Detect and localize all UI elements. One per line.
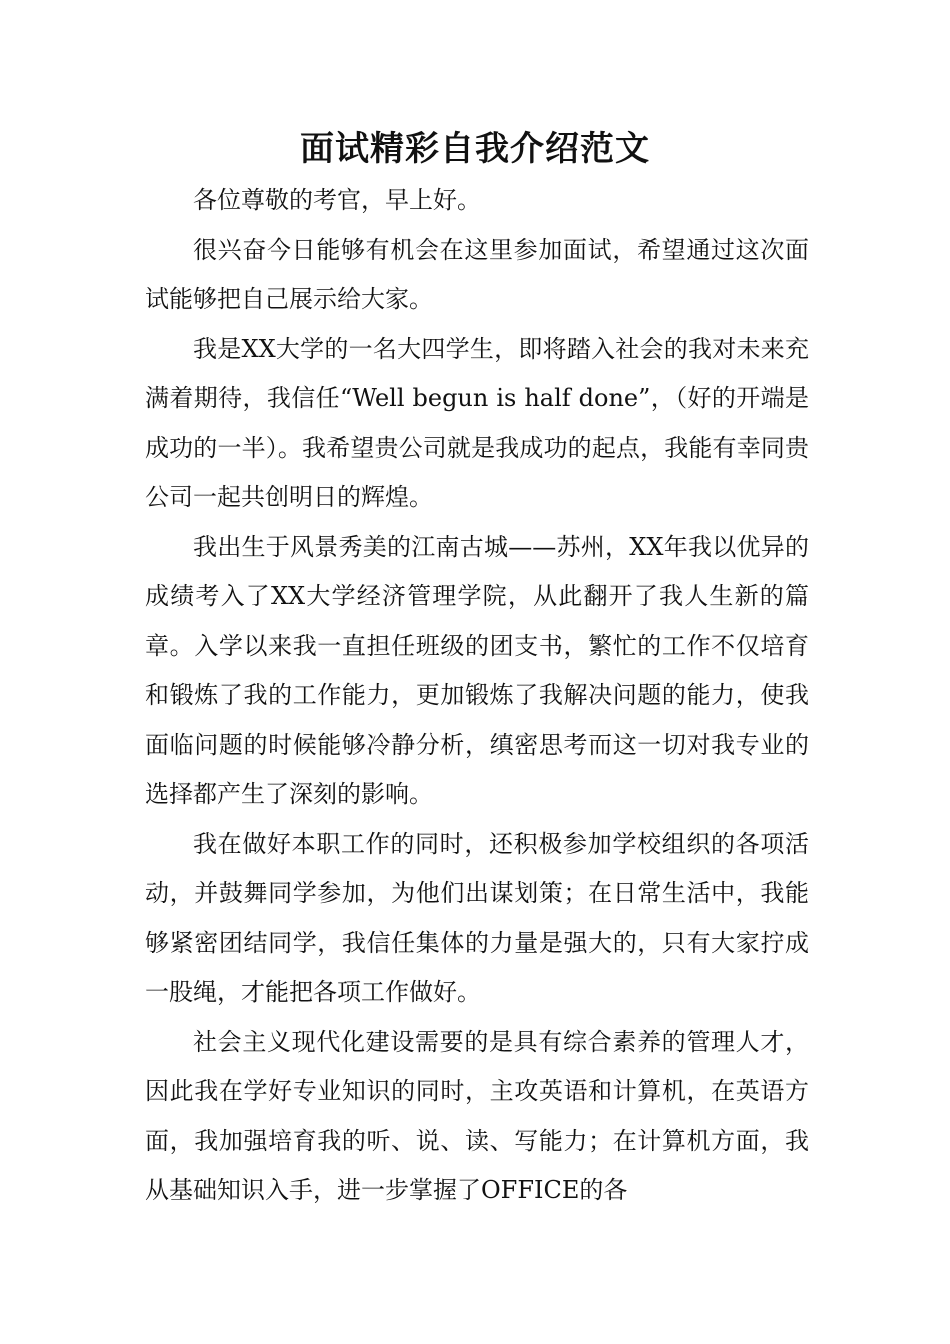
paragraph-background: 我出生于风景秀美的江南古城——苏州，XX年我以优异的成绩考入了XX大学经济管理学院，从此翻开了我人生新的篇章。入学以来我一直担任班级的团支书，繁忙的工作不仅培育和锻炼了我的工作能力，更加锻炼了我解决问题的能力，使我面临问题的时候能够冷静分析，缜密思考而这一切对我专业的选择都产生了深刻的影响。 <box>145 532 809 808</box>
paragraph-skills: 社会主义现代化建设需要的是具有综合素养的管理人才，因此我在学好专业知识的同时，主攻英语和计算机，在英语方面，我加强培育我的听、说、读、写能力；在计算机方面，我从基础知识入手，进一步掌握了OFFICE的各 <box>145 1027 809 1204</box>
paragraph-opening: 很兴奋今日能够有机会在这里参加面试，希望通过这次面试能够把自己展示给大家。 <box>145 235 809 313</box>
paragraph-identity: 我是XX大学的一名大四学生，即将踏入社会的我对未来充满着期待，我信任“Well begun is half done”，（好的开端是成功的一半）。我希望贵公司就是我成功的起点，我能有幸同贵公司一起共创明日的辉煌。 <box>145 334 809 511</box>
document-body <box>145 176 809 1216</box>
paragraph-activities: 我在做好本职工作的同时，还积极参加学校组织的各项活动，并鼓舞同学参加，为他们出谋划策；在日常生活中，我能够紧密团结同学，我信任集体的力量是强大的，只有大家拧成一股绳，才能把各项工作做好。 <box>145 829 809 1006</box>
paragraph-greeting: 各位尊敬的考官，早上好。 <box>193 186 481 214</box>
document-title: 面试精彩自我介绍范文 <box>300 129 650 169</box>
